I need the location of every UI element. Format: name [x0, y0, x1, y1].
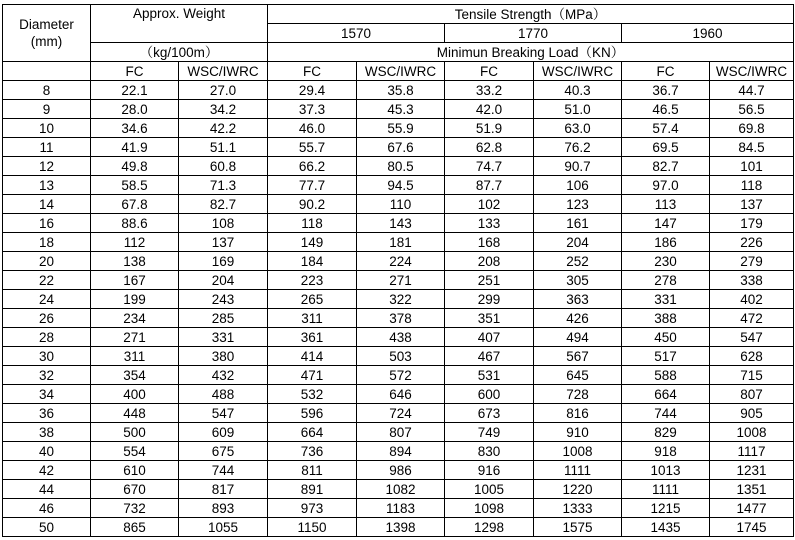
value-cell: 400	[91, 385, 179, 404]
value-cell: 90.7	[534, 157, 622, 176]
diameter-cell: 8	[3, 81, 91, 100]
value-cell: 1150	[268, 518, 357, 537]
diameter-header	[3, 5, 91, 62]
value-cell: 56.5	[710, 100, 794, 119]
table-row	[3, 385, 794, 404]
value-cell: 588	[622, 366, 710, 385]
diameter-cell: 44	[3, 480, 91, 499]
value-cell: 1398	[357, 518, 445, 537]
diameter-cell: 16	[3, 214, 91, 233]
value-cell: 46.0	[268, 119, 357, 138]
diameter-cell: 13	[3, 176, 91, 195]
table-row	[3, 252, 794, 271]
value-cell: 450	[622, 328, 710, 347]
value-cell: 76.2	[534, 138, 622, 157]
value-cell: 204	[534, 233, 622, 252]
value-cell: 322	[357, 290, 445, 309]
value-cell: 865	[91, 518, 179, 537]
value-cell: 1111	[534, 461, 622, 480]
value-cell: 88.6	[91, 214, 179, 233]
value-cell: 278	[622, 271, 710, 290]
value-cell: 106	[534, 176, 622, 195]
value-cell: 609	[179, 423, 268, 442]
value-cell: 1008	[710, 423, 794, 442]
value-cell: 87.7	[445, 176, 534, 195]
value-cell: 55.7	[268, 138, 357, 157]
value-cell: 715	[710, 366, 794, 385]
subheader-cell: FC	[268, 62, 357, 81]
value-cell: 82.7	[179, 195, 268, 214]
value-cell: 27.0	[179, 81, 268, 100]
value-cell: 414	[268, 347, 357, 366]
table-row	[3, 480, 794, 499]
value-cell: 113	[622, 195, 710, 214]
value-cell: 161	[534, 214, 622, 233]
value-cell: 224	[357, 252, 445, 271]
subheader-cell: WSC/IWRC	[179, 62, 268, 81]
value-cell: 1745	[710, 518, 794, 537]
diameter-cell: 50	[3, 518, 91, 537]
value-cell: 102	[445, 195, 534, 214]
table-row	[3, 442, 794, 461]
diameter-cell: 12	[3, 157, 91, 176]
value-cell: 910	[534, 423, 622, 442]
value-cell: 49.8	[91, 157, 179, 176]
diameter-cell: 20	[3, 252, 91, 271]
value-cell: 223	[268, 271, 357, 290]
value-cell: 829	[622, 423, 710, 442]
diameter-cell: 36	[3, 404, 91, 423]
value-cell: 67.8	[91, 195, 179, 214]
weight-header	[91, 5, 268, 43]
value-cell: 279	[710, 252, 794, 271]
diameter-cell: 32	[3, 366, 91, 385]
value-cell: 675	[179, 442, 268, 461]
value-cell: 893	[179, 499, 268, 518]
value-cell: 807	[357, 423, 445, 442]
value-cell: 22.1	[91, 81, 179, 100]
value-cell: 63.0	[534, 119, 622, 138]
value-cell: 186	[622, 233, 710, 252]
value-cell: 567	[534, 347, 622, 366]
diameter-cell: 28	[3, 328, 91, 347]
value-cell: 90.2	[268, 195, 357, 214]
value-cell: 311	[91, 347, 179, 366]
value-cell: 891	[268, 480, 357, 499]
value-cell: 816	[534, 404, 622, 423]
grade-1960-header: 1960	[622, 24, 794, 43]
value-cell: 110	[357, 195, 445, 214]
value-cell: 736	[268, 442, 357, 461]
value-cell: 58.5	[91, 176, 179, 195]
table-body	[3, 81, 794, 537]
value-cell: 331	[622, 290, 710, 309]
table-row	[3, 176, 794, 195]
table-row	[3, 138, 794, 157]
value-cell: 351	[445, 309, 534, 328]
value-cell: 531	[445, 366, 534, 385]
value-cell: 181	[357, 233, 445, 252]
diameter-cell: 22	[3, 271, 91, 290]
value-cell: 916	[445, 461, 534, 480]
value-cell: 628	[710, 347, 794, 366]
value-cell: 230	[622, 252, 710, 271]
weight-label: Approx. Weight	[132, 6, 226, 21]
value-cell: 42.0	[445, 100, 534, 119]
value-cell: 168	[445, 233, 534, 252]
table-row	[3, 119, 794, 138]
value-cell: 517	[622, 347, 710, 366]
table-row	[3, 195, 794, 214]
diameter-cell: 38	[3, 423, 91, 442]
value-cell: 226	[710, 233, 794, 252]
wire-rope-spec-table	[2, 4, 794, 537]
value-cell: 138	[91, 252, 179, 271]
value-cell: 1333	[534, 499, 622, 518]
value-cell: 94.5	[357, 176, 445, 195]
value-cell: 1220	[534, 480, 622, 499]
value-cell: 728	[534, 385, 622, 404]
value-cell: 46.5	[622, 100, 710, 119]
value-cell: 664	[268, 423, 357, 442]
value-cell: 208	[445, 252, 534, 271]
subheader-cell	[3, 62, 91, 81]
value-cell: 143	[357, 214, 445, 233]
value-cell: 1117	[710, 442, 794, 461]
value-cell: 74.7	[445, 157, 534, 176]
value-cell: 610	[91, 461, 179, 480]
value-cell: 467	[445, 347, 534, 366]
value-cell: 101	[710, 157, 794, 176]
value-cell: 646	[357, 385, 445, 404]
value-cell: 60.8	[179, 157, 268, 176]
value-cell: 830	[445, 442, 534, 461]
table-row	[3, 271, 794, 290]
value-cell: 1575	[534, 518, 622, 537]
value-cell: 118	[268, 214, 357, 233]
value-cell: 572	[357, 366, 445, 385]
diameter-cell: 10	[3, 119, 91, 138]
value-cell: 57.4	[622, 119, 710, 138]
value-cell: 169	[179, 252, 268, 271]
tensile-strength-header: Tensile Strength（MPa）	[268, 5, 794, 24]
subheader-row	[3, 62, 794, 81]
value-cell: 918	[622, 442, 710, 461]
value-cell: 137	[710, 195, 794, 214]
diameter-cell: 26	[3, 309, 91, 328]
value-cell: 472	[710, 309, 794, 328]
value-cell: 1435	[622, 518, 710, 537]
diameter-cell: 24	[3, 290, 91, 309]
value-cell: 448	[91, 404, 179, 423]
value-cell: 1477	[710, 499, 794, 518]
value-cell: 133	[445, 214, 534, 233]
value-cell: 1111	[622, 480, 710, 499]
table-row	[3, 404, 794, 423]
table-row	[3, 157, 794, 176]
value-cell: 33.2	[445, 81, 534, 100]
value-cell: 271	[91, 328, 179, 347]
value-cell: 338	[710, 271, 794, 290]
value-cell: 34.2	[179, 100, 268, 119]
table-row	[3, 214, 794, 233]
subheader-cell: FC	[91, 62, 179, 81]
value-cell: 817	[179, 480, 268, 499]
diameter-cell: 11	[3, 138, 91, 157]
value-cell: 744	[179, 461, 268, 480]
value-cell: 503	[357, 347, 445, 366]
value-cell: 311	[268, 309, 357, 328]
value-cell: 732	[91, 499, 179, 518]
value-cell: 80.5	[357, 157, 445, 176]
diameter-cell: 18	[3, 233, 91, 252]
value-cell: 55.9	[357, 119, 445, 138]
table-row	[3, 81, 794, 100]
value-cell: 44.7	[710, 81, 794, 100]
table-row	[3, 499, 794, 518]
value-cell: 811	[268, 461, 357, 480]
grade-1570-header: 1570	[268, 24, 445, 43]
diameter-cell: 30	[3, 347, 91, 366]
value-cell: 488	[179, 385, 268, 404]
value-cell: 51.9	[445, 119, 534, 138]
value-cell: 554	[91, 442, 179, 461]
value-cell: 807	[710, 385, 794, 404]
value-cell: 1013	[622, 461, 710, 480]
diameter-cell: 42	[3, 461, 91, 480]
diameter-label: Diameter	[19, 17, 74, 32]
value-cell: 108	[179, 214, 268, 233]
value-cell: 438	[357, 328, 445, 347]
value-cell: 271	[357, 271, 445, 290]
value-cell: 1055	[179, 518, 268, 537]
value-cell: 986	[357, 461, 445, 480]
diameter-cell: 14	[3, 195, 91, 214]
value-cell: 62.8	[445, 138, 534, 157]
value-cell: 123	[534, 195, 622, 214]
table-row	[3, 366, 794, 385]
value-cell: 112	[91, 233, 179, 252]
value-cell: 494	[534, 328, 622, 347]
value-cell: 67.6	[357, 138, 445, 157]
value-cell: 149	[268, 233, 357, 252]
value-cell: 243	[179, 290, 268, 309]
table-row	[3, 461, 794, 480]
value-cell: 402	[710, 290, 794, 309]
value-cell: 361	[268, 328, 357, 347]
value-cell: 285	[179, 309, 268, 328]
value-cell: 500	[91, 423, 179, 442]
value-cell: 1183	[357, 499, 445, 518]
value-cell: 331	[179, 328, 268, 347]
table-row	[3, 233, 794, 252]
value-cell: 204	[179, 271, 268, 290]
value-cell: 147	[622, 214, 710, 233]
value-cell: 118	[710, 176, 794, 195]
value-cell: 40.3	[534, 81, 622, 100]
value-cell: 199	[91, 290, 179, 309]
value-cell: 724	[357, 404, 445, 423]
value-cell: 265	[268, 290, 357, 309]
table-row	[3, 347, 794, 366]
weight-unit-header: （kg/100m）	[91, 43, 268, 62]
value-cell: 97.0	[622, 176, 710, 195]
subheader-cell: FC	[445, 62, 534, 81]
value-cell: 37.3	[268, 100, 357, 119]
value-cell: 1082	[357, 480, 445, 499]
diameter-cell: 46	[3, 499, 91, 518]
value-cell: 432	[179, 366, 268, 385]
value-cell: 305	[534, 271, 622, 290]
value-cell: 69.5	[622, 138, 710, 157]
table-row	[3, 518, 794, 537]
value-cell: 82.7	[622, 157, 710, 176]
value-cell: 673	[445, 404, 534, 423]
value-cell: 596	[268, 404, 357, 423]
value-cell: 905	[710, 404, 794, 423]
value-cell: 471	[268, 366, 357, 385]
value-cell: 354	[91, 366, 179, 385]
diameter-cell: 34	[3, 385, 91, 404]
value-cell: 51.0	[534, 100, 622, 119]
value-cell: 388	[622, 309, 710, 328]
subheader-cell: WSC/IWRC	[357, 62, 445, 81]
table-row	[3, 423, 794, 442]
value-cell: 179	[710, 214, 794, 233]
subheader-cell: WSC/IWRC	[534, 62, 622, 81]
value-cell: 532	[268, 385, 357, 404]
value-cell: 894	[357, 442, 445, 461]
value-cell: 251	[445, 271, 534, 290]
value-cell: 1008	[534, 442, 622, 461]
table-row	[3, 328, 794, 347]
value-cell: 34.6	[91, 119, 179, 138]
value-cell: 547	[710, 328, 794, 347]
value-cell: 380	[179, 347, 268, 366]
value-cell: 29.4	[268, 81, 357, 100]
value-cell: 299	[445, 290, 534, 309]
value-cell: 66.2	[268, 157, 357, 176]
value-cell: 71.3	[179, 176, 268, 195]
value-cell: 184	[268, 252, 357, 271]
value-cell: 36.7	[622, 81, 710, 100]
value-cell: 407	[445, 328, 534, 347]
table-row	[3, 100, 794, 119]
value-cell: 1215	[622, 499, 710, 518]
table-row	[3, 309, 794, 328]
value-cell: 645	[534, 366, 622, 385]
value-cell: 1231	[710, 461, 794, 480]
value-cell: 51.1	[179, 138, 268, 157]
diameter-unit: (mm)	[30, 34, 63, 49]
value-cell: 45.3	[357, 100, 445, 119]
value-cell: 426	[534, 309, 622, 328]
value-cell: 664	[622, 385, 710, 404]
value-cell: 749	[445, 423, 534, 442]
diameter-cell: 40	[3, 442, 91, 461]
value-cell: 744	[622, 404, 710, 423]
value-cell: 1098	[445, 499, 534, 518]
diameter-cell: 9	[3, 100, 91, 119]
value-cell: 167	[91, 271, 179, 290]
subheader-cell: FC	[622, 62, 710, 81]
subheader-cell: WSC/IWRC	[710, 62, 794, 81]
value-cell: 973	[268, 499, 357, 518]
table-row	[3, 290, 794, 309]
grade-1770-header: 1770	[445, 24, 622, 43]
value-cell: 600	[445, 385, 534, 404]
value-cell: 1298	[445, 518, 534, 537]
value-cell: 77.7	[268, 176, 357, 195]
value-cell: 378	[357, 309, 445, 328]
value-cell: 137	[179, 233, 268, 252]
value-cell: 28.0	[91, 100, 179, 119]
value-cell: 547	[179, 404, 268, 423]
value-cell: 69.8	[710, 119, 794, 138]
value-cell: 1351	[710, 480, 794, 499]
value-cell: 252	[534, 252, 622, 271]
value-cell: 41.9	[91, 138, 179, 157]
value-cell: 234	[91, 309, 179, 328]
value-cell: 42.2	[179, 119, 268, 138]
value-cell: 670	[91, 480, 179, 499]
breaking-load-header: Minimun Breaking Load（KN）	[268, 43, 794, 62]
value-cell: 35.8	[357, 81, 445, 100]
value-cell: 363	[534, 290, 622, 309]
value-cell: 1005	[445, 480, 534, 499]
value-cell: 84.5	[710, 138, 794, 157]
